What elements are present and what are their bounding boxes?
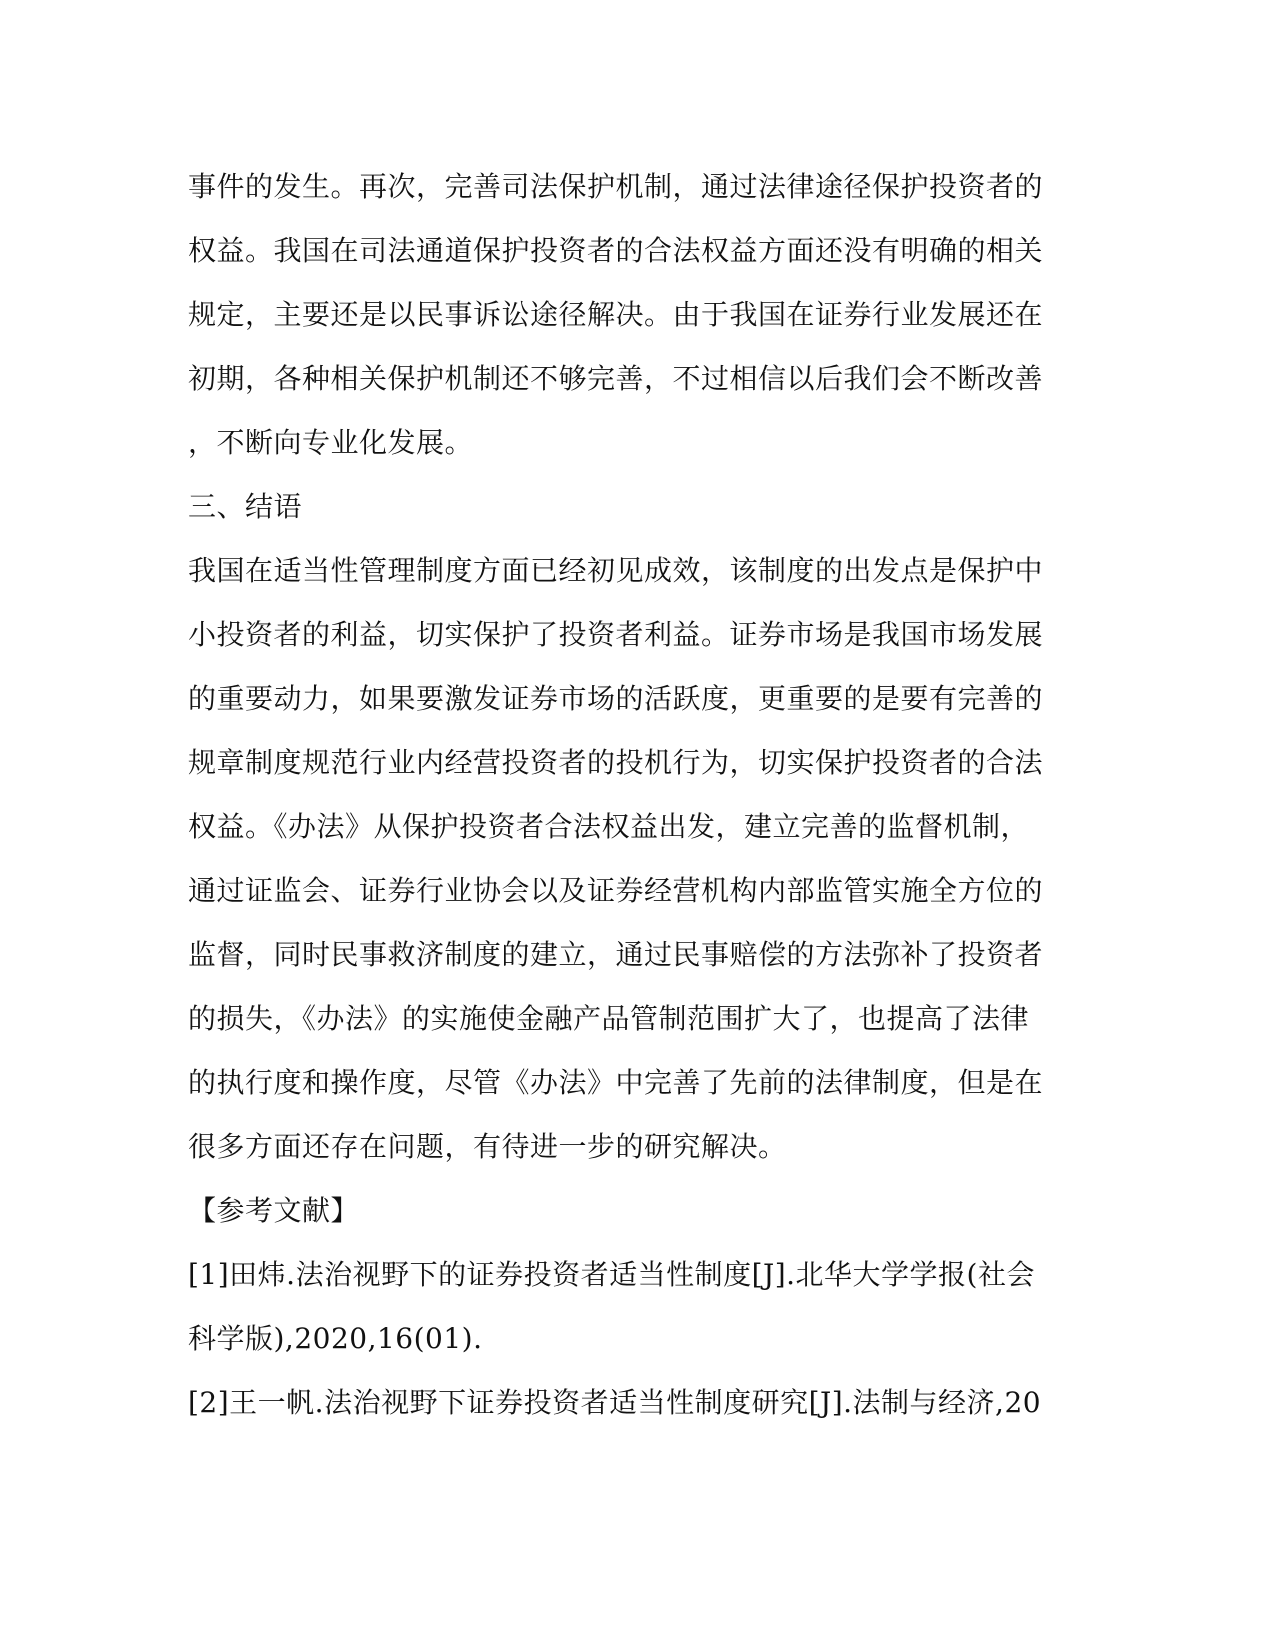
text-line: 的执行度和操作度，尽管《办法》中完善了先前的法律制度，但是在	[188, 1066, 1044, 1099]
paragraph-1	[188, 155, 1088, 475]
reference-line: 科学版),2020,16(01).	[188, 1322, 483, 1355]
text-line: 的损失，《办法》的实施使金融产品管制范围扩大了，也提高了法律	[188, 1002, 1030, 1035]
text-line: 的重要动力，如果要激发证券市场的活跃度，更重要的是要有完善的	[188, 682, 1044, 715]
section-heading: 三、结语	[188, 490, 303, 523]
text-line: 权益。《办法》从保护投资者合法权益出发，建立完善的监督机制，	[188, 810, 1030, 843]
text-line: 规定，主要还是以民事诉讼途径解决。由于我国在证券行业发展还在	[188, 298, 1044, 331]
references-heading: 【参考文献】	[188, 1194, 360, 1227]
text-line: 通过证监会、证券行业协会以及证券经营机构内部监管实施全方位的	[188, 874, 1044, 907]
reference-line: [1]田炜.法治视野下的证券投资者适当性制度[J].北华大学学报(社会	[188, 1258, 1035, 1291]
document-page	[188, 155, 1088, 1435]
text-line: 初期，各种相关保护机制还不够完善，不过相信以后我们会不断改善	[188, 362, 1044, 395]
text-line: 监督，同时民事救济制度的建立，通过民事赔偿的方法弥补了投资者	[188, 938, 1044, 971]
text-line: 事件的发生。再次，完善司法保护机制，通过法律途径保护投资者的	[188, 170, 1044, 203]
text-line: ，不断向专业化发展。	[188, 426, 474, 459]
text-line: 权益。我国在司法通道保护投资者的合法权益方面还没有明确的相关	[188, 234, 1044, 267]
text-line: 小投资者的利益，切实保护了投资者利益。证券市场是我国市场发展	[188, 618, 1044, 651]
text-line: 规章制度规范行业内经营投资者的投机行为，切实保护投资者的合法	[188, 746, 1044, 779]
reference-line: [2]王一帆.法治视野下证券投资者适当性制度研究[J].法制与经济,20	[188, 1386, 1042, 1419]
text-line: 很多方面还存在问题，有待进一步的研究解决。	[188, 1130, 787, 1163]
paragraph-2	[188, 539, 1088, 1179]
references-list	[188, 1243, 1088, 1435]
text-line: 我国在适当性管理制度方面已经初见成效，该制度的出发点是保护中	[188, 554, 1044, 587]
